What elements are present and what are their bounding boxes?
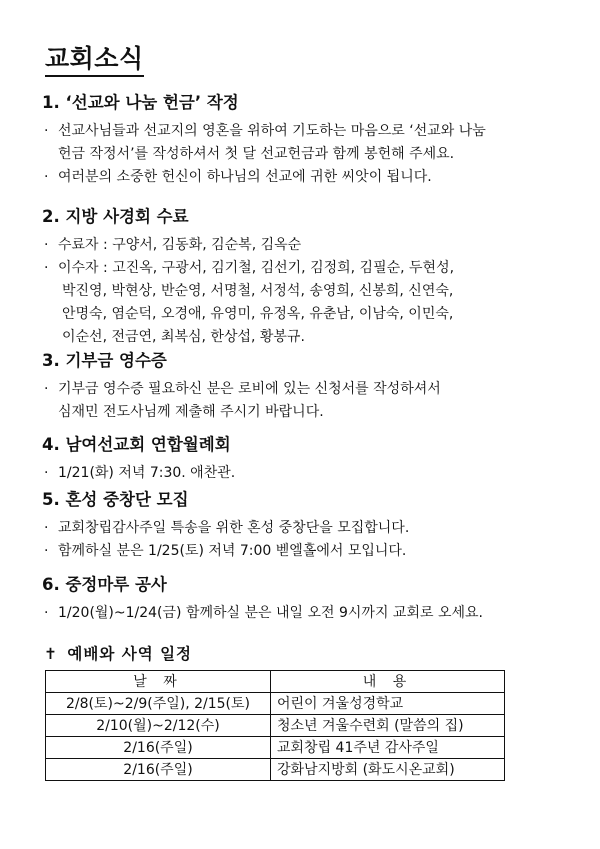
schedule-table bbox=[45, 670, 505, 781]
bullet-text-line: 이수자 : 고진옥, 구광서, 김기철, 김선기, 김정희, 김필순, 두현성, bbox=[58, 260, 455, 276]
section-choir-recruit bbox=[42, 489, 572, 563]
table-row bbox=[46, 693, 505, 715]
bullet-dot: · bbox=[44, 605, 49, 621]
bullet-text-line: 안명숙, 염순덕, 오경애, 유영미, 유정옥, 유춘남, 이남숙, 이민숙, bbox=[62, 306, 454, 322]
section-donation-receipt bbox=[42, 350, 572, 424]
bullet-text-line: 선교사님들과 선교지의 영혼을 위하여 기도하는 마음으로 ‘선교와 나눔 bbox=[58, 123, 486, 139]
bullet-dot: · bbox=[44, 260, 49, 276]
bullet-text-line: 1/21(화) 저녁 7:30. 애찬관. bbox=[58, 465, 236, 481]
cell-content: 어린이 겨울성경학교 bbox=[271, 693, 505, 715]
bullet-dot: · bbox=[44, 520, 49, 536]
cell-content: 교회창립 41주년 감사주일 bbox=[271, 737, 505, 759]
section-district-revival bbox=[42, 206, 572, 349]
cell-date: 2/16(주일) bbox=[46, 759, 271, 781]
list-item bbox=[42, 120, 572, 166]
cell-date: 2/8(토)~2/9(주일), 2/15(토) bbox=[46, 693, 271, 715]
section-courtyard-construction bbox=[42, 574, 572, 625]
bullet-text-line: 교회창립감사주일 특송을 위한 혼성 중창단을 모집합니다. bbox=[58, 520, 410, 536]
section-heading: 2. 지방 사경회 수료 bbox=[42, 207, 189, 226]
table-header-row bbox=[46, 671, 505, 693]
list-item bbox=[42, 378, 572, 424]
section-heading: 4. 남여선교회 연합월례회 bbox=[42, 435, 231, 454]
list-item bbox=[42, 602, 572, 625]
schedule-heading bbox=[44, 644, 192, 664]
bullet-text-line: 이순선, 전금연, 최복심, 한상섭, 황봉규. bbox=[62, 329, 305, 345]
list-item bbox=[42, 234, 572, 257]
cell-content: 강화남지방회 (화도시온교회) bbox=[271, 759, 505, 781]
section-heading: 6. 중정마루 공사 bbox=[42, 575, 167, 594]
bullet-text-line: 여러분의 소중한 헌신이 하나님의 선교에 귀한 씨앗이 됩니다. bbox=[58, 169, 432, 185]
cross-icon: ✝ bbox=[44, 645, 57, 663]
cell-content: 청소년 겨울수련회 (말씀의 집) bbox=[271, 715, 505, 737]
column-header-date: 날 짜 bbox=[46, 671, 271, 693]
page-title: 교회소식 bbox=[45, 44, 144, 77]
section-mission-society bbox=[42, 434, 572, 485]
list-item bbox=[42, 166, 572, 189]
table-row bbox=[46, 737, 505, 759]
table-row bbox=[46, 759, 505, 781]
cell-date: 2/10(월)~2/12(수) bbox=[46, 715, 271, 737]
column-header-content: 내 용 bbox=[271, 671, 505, 693]
bullet-dot: · bbox=[44, 381, 49, 397]
list-item bbox=[42, 257, 572, 349]
section-mission-offering bbox=[42, 92, 572, 189]
bullet-dot: · bbox=[44, 543, 49, 559]
section-heading: 1. ‘선교와 나눔 헌금’ 작정 bbox=[42, 93, 239, 112]
schedule-heading-label: 예배와 사역 일정 bbox=[67, 645, 193, 663]
bullet-dot: · bbox=[44, 465, 49, 481]
bullet-dot: · bbox=[44, 169, 49, 185]
bullet-text-line: 1/20(월)~1/24(금) 함께하실 분은 내일 오전 9시까지 교회로 오세요. bbox=[58, 605, 483, 621]
section-heading: 3. 기부금 영수증 bbox=[42, 351, 167, 370]
bullet-text-line: 박진영, 박현상, 반순영, 서명철, 서정석, 송영희, 신봉희, 신연숙, bbox=[62, 283, 454, 299]
bullet-text-line: 기부금 영수증 필요하신 분은 로비에 있는 신청서를 작성하셔서 bbox=[58, 381, 441, 397]
table-row bbox=[46, 715, 505, 737]
bullet-dot: · bbox=[44, 237, 49, 253]
bullet-text-line: 심재민 전도사님께 제출해 주시기 바랍니다. bbox=[58, 404, 324, 420]
bullet-dot: · bbox=[44, 123, 49, 139]
list-item bbox=[42, 517, 572, 540]
list-item bbox=[42, 462, 572, 485]
bullet-text-line: 헌금 작정서’를 작성하셔서 첫 달 선교헌금과 함께 봉헌해 주세요. bbox=[58, 146, 455, 162]
bullet-text-line: 수료자 : 구양서, 김동화, 김순복, 김옥순 bbox=[58, 237, 302, 253]
cell-date: 2/16(주일) bbox=[46, 737, 271, 759]
bullet-text-line: 함께하실 분은 1/25(토) 저녁 7:00 벧엘홀에서 모입니다. bbox=[58, 543, 407, 559]
list-item bbox=[42, 540, 572, 563]
section-heading: 5. 혼성 중창단 모집 bbox=[42, 490, 189, 509]
